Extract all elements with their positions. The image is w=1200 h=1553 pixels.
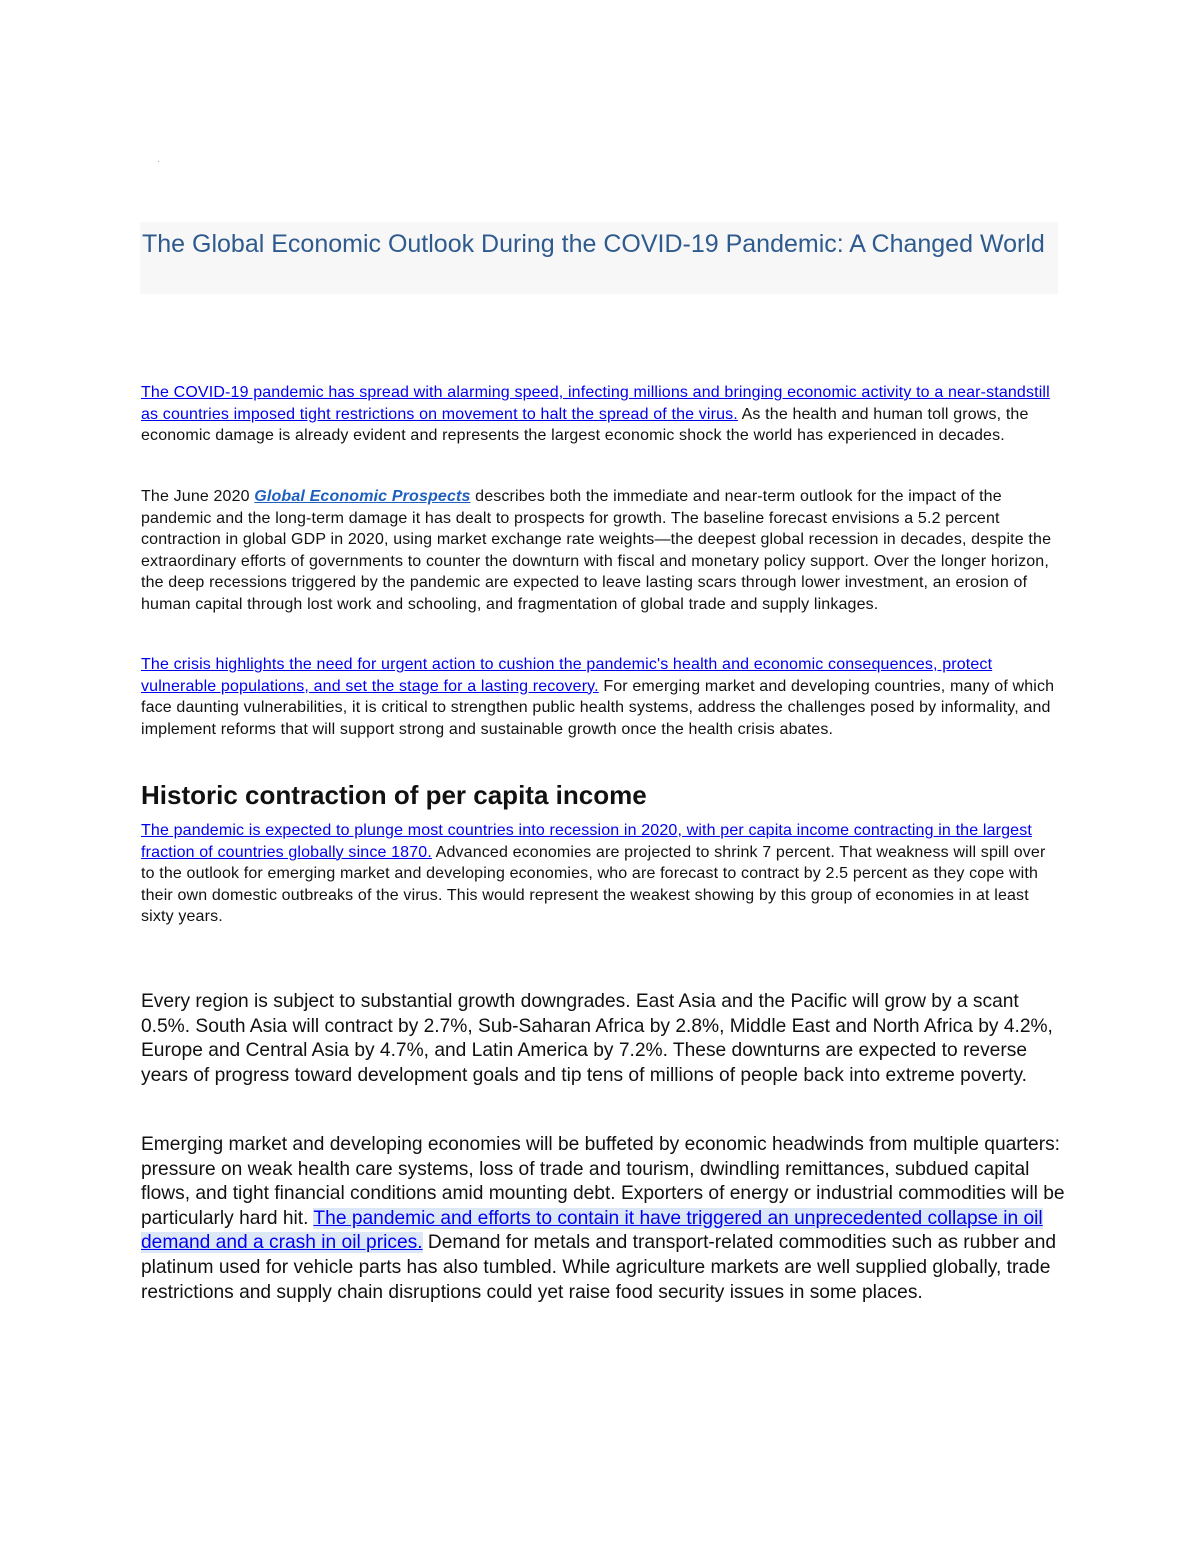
section-heading: Historic contraction of per capita income (141, 780, 647, 810)
headwinds-prefix: Emerging market and developing economies will be buffeted by economic headwinds from multiple quarters: pressure on weak health care systems, loss of trade and tourism, dwindling remittances, subdued capital flows, and tight financial conditions amid mounting debt. Exporters of energy or industrial commodities will be particularly hard hit. (141, 1134, 1065, 1229)
gep-prefix: The June 2020 (141, 488, 255, 505)
crisis-text: For emerging market and developing countries, many of which face daunting vulnerabilities, it is critical to strengthen public health systems, address the challenges posed by informality, and implement reforms that will support strong and sustainable growth once the health crisis abates. (141, 677, 1055, 738)
paragraph-crisis (141, 654, 1059, 740)
paragraph-regions (141, 990, 1066, 1088)
headwinds-text: Demand for metals and transport-related commodities such as rubber and platinum used for vehicle parts has also tumbled. While agriculture markets are well supplied globally, trade restrictions and supply chain disruptions could yet raise food security issues in some places. (141, 1232, 1057, 1303)
paragraph-contraction (141, 820, 1059, 928)
crisis-link[interactable]: The crisis highlights the need for urgent action to cushion the pandemic's health and economic consequences, protect vulnerable populations, and set the stage for a lasting recovery. (141, 656, 993, 695)
page-title: The Global Economic Outlook During the COVID-19 Pandemic: A Changed World (142, 230, 1045, 258)
page-marker: · (157, 156, 161, 167)
contraction-link[interactable]: The pandemic is expected to plunge most countries into recession in 2020, with per capita income contracting in the largest fraction of countries globally since 1870. (141, 822, 1032, 861)
contraction-text: Advanced economies are projected to shrink 7 percent. That weakness will spill over to the outlook for emerging market and developing economies, who are forecast to contract by 2.5 percent as they cope with their own domestic outbreaks of the virus. This would represent the weakest showing by this group of economies in at least sixty years. (141, 843, 1046, 926)
oil-link[interactable]: The pandemic and efforts to contain it have triggered an unprecedented collapse in oil demand and a crash in oil prices. (141, 1207, 1043, 1254)
paragraph-headwinds (141, 1133, 1066, 1305)
gep-text: describes both the immediate and near-term outlook for the impact of the pandemic and the long-term damage it has dealt to prospects for growth. The baseline forecast envisions a 5.2 percent contraction in global GDP in 2020, using market exchange rate weights—the deepest global recession in decades, despite the extraordinary efforts of governments to counter the downturn with fiscal and monetary policy support. Over the longer horizon, the deep recessions triggered by the pandemic are expected to leave lasting scars through lower investment, an erosion of human capital through lost work and schooling, and fragmentation of global trade and supply linkages. (141, 488, 1052, 613)
intro-link[interactable]: The COVID-19 pandemic has spread with alarming speed, infecting millions and bringing economic activity to a near-standstill as countries imposed tight restrictions on movement to halt the spread of the virus. (141, 384, 1050, 423)
title-block (140, 222, 1058, 294)
paragraph-intro (141, 382, 1059, 447)
paragraph-gep (141, 486, 1059, 616)
intro-text: As the health and human toll grows, the economic damage is already evident and represents the largest economic shock the world has experienced in decades. (141, 405, 1029, 445)
regions-text: Every region is subject to substantial growth downgrades. East Asia and the Pacific will grow by a scant 0.5%. South Asia will contract by 2.7%, Sub-Saharan Africa by 2.8%, Middle East and North Africa by 4.2%, Europe and Central Asia by 4.7%, and Latin America by 7.2%. These downturns are expected to reverse years of progress toward development goals and tip tens of millions of people back into extreme poverty. (141, 991, 1053, 1086)
gep-link[interactable]: Global Economic Prospects (254, 488, 471, 505)
